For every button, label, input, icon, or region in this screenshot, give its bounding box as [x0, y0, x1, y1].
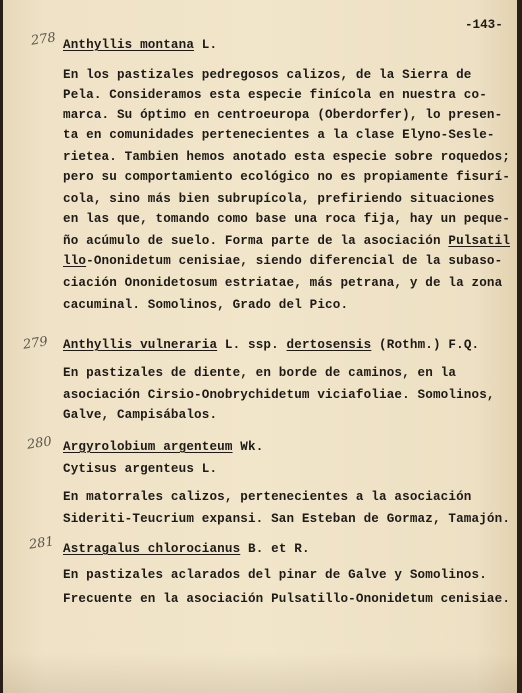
subspecies-name: dertosensis: [286, 338, 372, 352]
text-line: Pela. Consideramos esta especie finícola en nuestra co-: [63, 88, 487, 102]
text-line: pero su comportamiento ecológico no es propiamente fisurí-: [63, 170, 511, 184]
margin-number: 278: [30, 30, 57, 49]
association-name: Pulsatil: [448, 234, 511, 248]
text-fragment: ño acúmulo de suelo. Forma parte de la asociación: [63, 234, 449, 248]
species-name: Anthyllis montana: [63, 38, 195, 52]
species-author: L.: [194, 38, 218, 52]
text-line: [63, 254, 502, 268]
species-name: Argyrolobium argenteum: [63, 440, 233, 454]
species-name: Astragalus chlorocianus: [63, 542, 241, 556]
text-line: En matorrales calizos, pertenecientes a la asociación: [63, 490, 472, 504]
text-fragment: -Ononidetum cenisiae, siendo diferencial de la subaso-: [86, 254, 503, 268]
species-heading: [63, 542, 310, 556]
text-line: Sideriti-Teucrium expansi. San Esteban de Gormaz, Tamajón.: [63, 512, 511, 526]
margin-number: 279: [22, 334, 49, 353]
species-author: L. ssp.: [217, 338, 287, 352]
species-heading: [63, 338, 479, 352]
text-line: cacuminal. Somolinos, Grado del Pico.: [63, 298, 349, 312]
text-line: ta en comunidades pertenecientes a la clase Elyno-Sesle-: [63, 128, 495, 142]
species-author: Wk.: [232, 440, 264, 454]
text-line: En los pastizales pedregosos calizos, de la Sierra de: [63, 68, 472, 82]
text-line: Galve, Campisábalos.: [63, 408, 218, 422]
text-line: Frecuente en la asociación Pulsatillo-Ononidetum cenisiae.: [63, 592, 511, 606]
synonym-line: Cytisus argenteus L.: [63, 462, 218, 476]
species-author: (Rothm.) F.Q.: [371, 338, 480, 352]
text-line: En pastizales de diente, en borde de caminos, en la: [63, 366, 457, 380]
text-line: marca. Su óptimo en centroeuropa (Oberdorfer), lo presen-: [63, 108, 503, 122]
species-name: Anthyllis vulneraria: [63, 338, 218, 352]
text-line: En pastizales aclarados del pinar de Galve y Somolinos.: [63, 568, 487, 582]
margin-number: 280: [26, 434, 53, 453]
association-name: llo: [63, 254, 87, 268]
species-heading: [63, 440, 263, 454]
species-heading: [63, 38, 217, 52]
page-number: -143-: [465, 18, 503, 32]
text-line: asociación Cirsio-Onobrychidetum viciafoliae. Somolinos,: [63, 388, 495, 402]
margin-number: 281: [28, 534, 55, 553]
text-line: en las que, tomando como base una roca fija, hay un peque-: [63, 212, 511, 226]
text-line: [63, 234, 510, 248]
text-line: rietea. Tambien hemos anotado esta especie sobre roquedos;: [63, 150, 511, 164]
typewritten-page: [3, 0, 517, 693]
text-line: ciación Ononidetosum estriatae, más petrana, y de la zona: [63, 276, 503, 290]
text-line: cola, sino más bien subrupícola, prefiriendo situaciones: [63, 192, 495, 206]
species-author: B. et R.: [240, 542, 310, 556]
